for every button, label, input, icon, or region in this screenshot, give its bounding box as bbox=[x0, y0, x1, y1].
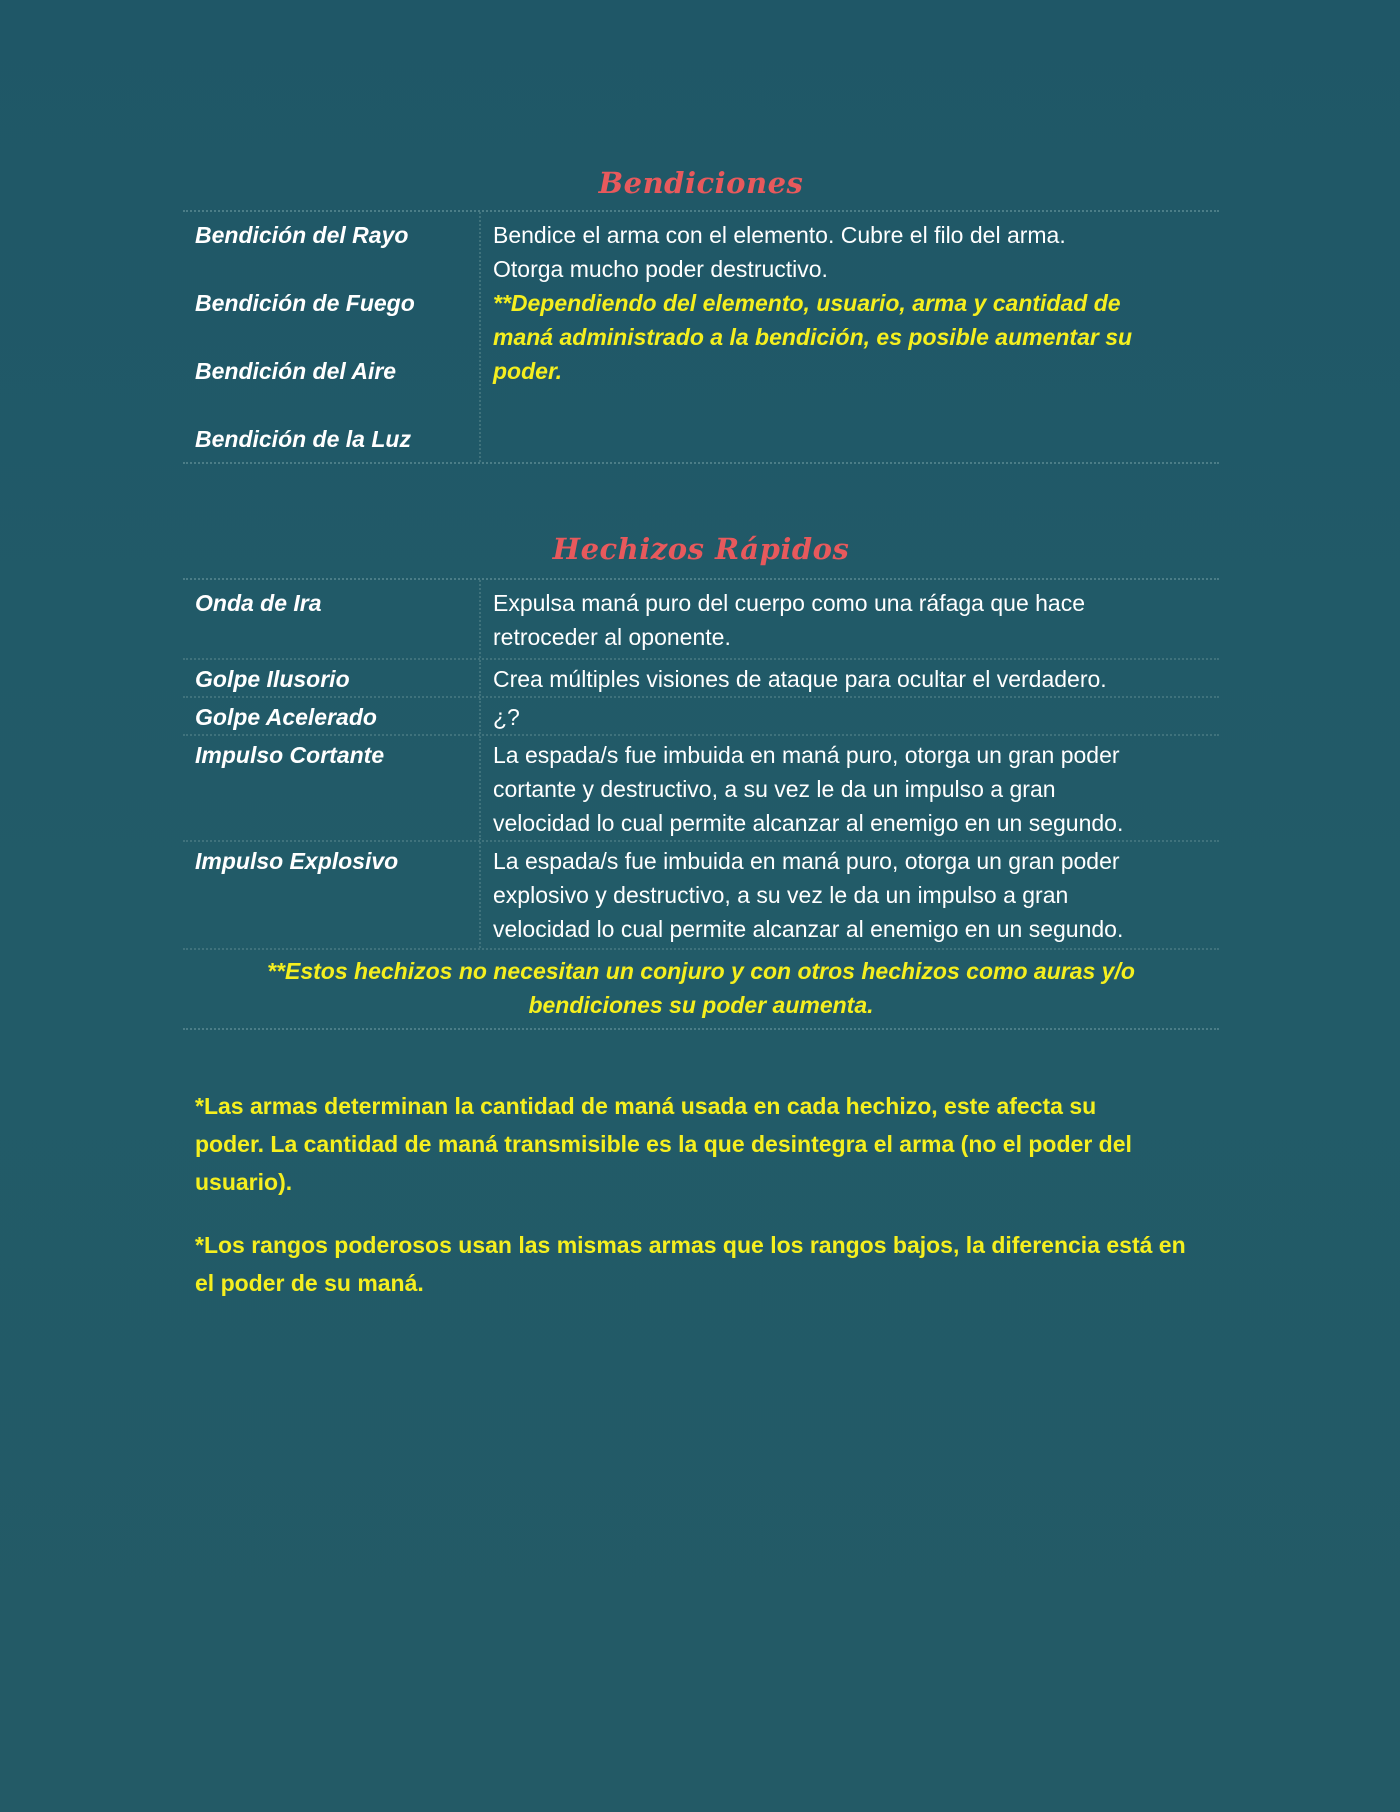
spell-name: Bendición de Fuego bbox=[195, 290, 415, 316]
footnote-line: usuario). bbox=[195, 1169, 293, 1195]
spell-name-cell bbox=[183, 698, 481, 734]
description-line: Otorga mucho poder destructivo. bbox=[493, 256, 828, 282]
description-line: velocidad lo cual permite alcanzar al enemigo en un segundo. bbox=[493, 810, 1124, 836]
spell-name: Golpe Ilusorio bbox=[195, 666, 350, 692]
description-line: La espada/s fue imbuida en maná puro, otorga un gran poder bbox=[493, 742, 1120, 768]
spell-description bbox=[481, 842, 1219, 948]
description-line: Expulsa maná puro del cuerpo como una ráfaga que hace bbox=[493, 590, 1086, 616]
spell-name-cell bbox=[183, 842, 481, 948]
spell-name: Golpe Acelerado bbox=[195, 704, 377, 730]
spell-name-cell bbox=[183, 580, 481, 658]
table-row bbox=[183, 736, 1219, 842]
footnote-line: poder. La cantidad de maná transmisible es la que desintegra el arma (no el poder del bbox=[195, 1131, 1132, 1157]
description-line: velocidad lo cual permite alcanzar al enemigo en un segundo. bbox=[493, 916, 1124, 942]
table-note-row bbox=[183, 950, 1219, 1028]
note-line: bendiciones su poder aumenta. bbox=[528, 992, 874, 1018]
spell-description bbox=[481, 212, 1219, 462]
note-line: **Estos hechizos no necesitan un conjuro y con otros hechizos como auras y/o bbox=[267, 958, 1135, 984]
spell-name-cell bbox=[183, 736, 481, 840]
note-line: maná administrado a la bendición, es posible aumentar su bbox=[493, 324, 1133, 350]
spell-name-cell bbox=[183, 660, 481, 696]
table-row bbox=[183, 212, 1219, 462]
footnote-line: el poder de su maná. bbox=[195, 1270, 424, 1296]
note-line: **Dependiendo del elemento, usuario, arma y cantidad de bbox=[493, 290, 1121, 316]
spell-name-column bbox=[183, 212, 481, 462]
spacer bbox=[195, 388, 479, 422]
spell-name: Impulso Explosivo bbox=[195, 848, 399, 874]
spell-description bbox=[481, 736, 1219, 840]
footnote-weapons bbox=[195, 1087, 1215, 1201]
footnote-line: *Las armas determinan la cantidad de maná usada en cada hechizo, este afecta su bbox=[195, 1093, 1097, 1119]
footnote-ranks bbox=[195, 1226, 1215, 1302]
table-row bbox=[183, 580, 1219, 660]
spell-name: Impulso Cortante bbox=[195, 742, 385, 768]
spell-name: Bendición del Aire bbox=[195, 358, 397, 384]
spell-description bbox=[481, 660, 1219, 696]
description-line: cortante y destructivo, a su vez le da un impulso a gran bbox=[493, 776, 1056, 802]
description-line: ¿? bbox=[493, 704, 520, 730]
table-row bbox=[183, 842, 1219, 950]
spacer bbox=[195, 252, 479, 286]
description-line: Crea múltiples visiones de ataque para ocultar el verdadero. bbox=[493, 666, 1107, 692]
description-line: La espada/s fue imbuida en maná puro, otorga un gran poder bbox=[493, 848, 1120, 874]
table-row bbox=[183, 698, 1219, 736]
table-hechizos-rapidos bbox=[183, 578, 1219, 1030]
spell-description bbox=[481, 580, 1219, 658]
spacer bbox=[195, 320, 479, 354]
description-line: Bendice el arma con el elemento. Cubre el filo del arma. bbox=[493, 222, 1066, 248]
spell-name: Bendición del Rayo bbox=[195, 222, 409, 248]
table-bendiciones bbox=[183, 210, 1219, 464]
description-line: retroceder al oponente. bbox=[493, 624, 731, 650]
section-title-hechizos-rapidos: Hechizos Rápidos bbox=[552, 532, 850, 566]
section-note bbox=[183, 950, 1219, 1028]
table-row bbox=[183, 660, 1219, 698]
spell-name: Bendición de la Luz bbox=[195, 426, 411, 452]
spell-name: Onda de Ira bbox=[195, 590, 322, 616]
note-line: poder. bbox=[493, 358, 563, 384]
description-line: explosivo y destructivo, a su vez le da un impulso a gran bbox=[493, 882, 1069, 908]
spell-description bbox=[481, 698, 1219, 734]
section-title-bendiciones: Bendiciones bbox=[598, 166, 804, 200]
footnote-line: *Los rangos poderosos usan las mismas armas que los rangos bajos, la diferencia está en bbox=[195, 1232, 1186, 1258]
